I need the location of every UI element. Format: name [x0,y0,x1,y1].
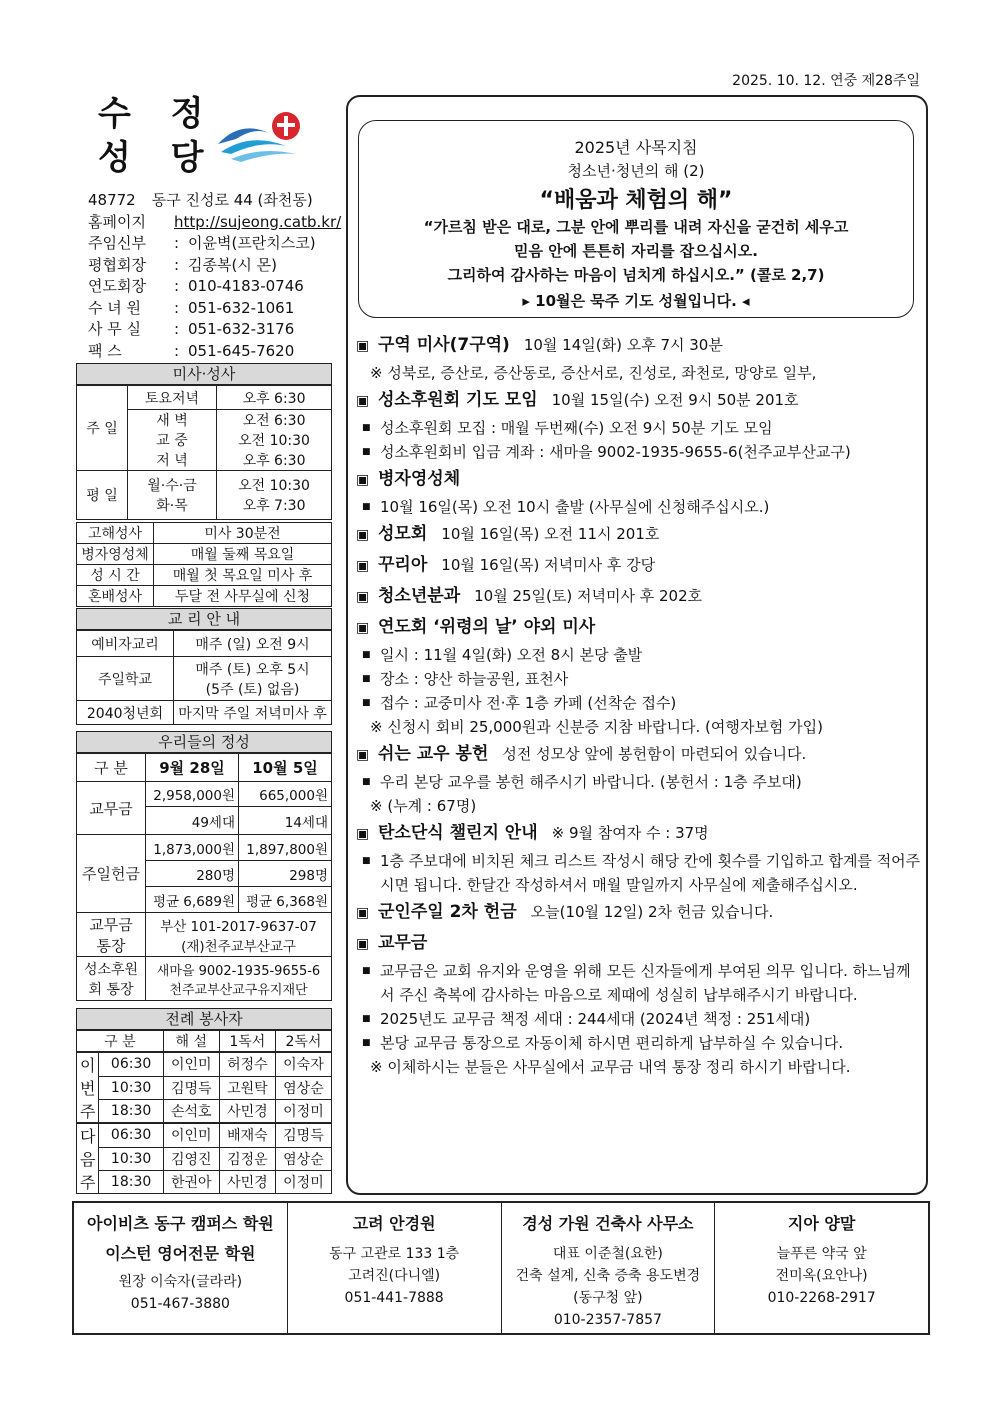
sacrament-value: 매월 첫 목요일 미사 후 [154,565,332,586]
ad-line: 051-467-3880 [130,1296,230,1312]
mass-time: 06:30 [99,1052,163,1076]
bullet-icon: ■ [362,674,371,684]
account-holder: 천주교부산교구유지재단 [169,982,308,998]
offering-cell: 280명 [146,861,239,887]
parish-name-line1: 수 정 [98,94,218,134]
info-value: 051-632-3176 [188,320,295,338]
news-note: ※ 성북로, 증산로, 증산동로, 증산서로, 진성로, 좌천로, 망양로 일부, [370,364,817,382]
server-name: 김영진 [163,1147,219,1170]
server-name: 이인미 [163,1123,219,1147]
bullet-text: 일시 : 11월 4일(화) 오전 8시 본당 출발 [380,646,643,664]
server-name: 이정미 [275,1099,331,1123]
servers-table [76,1030,332,1194]
news-title: 쉬는 교우 봉헌 [378,744,489,764]
mass-time: 18:30 [99,1170,163,1194]
info-label: 48772 [88,191,136,209]
bullet-icon: ■ [362,1014,371,1024]
news-title: 탄소단식 챌린지 안내 [378,823,538,843]
news-bullet [356,770,922,794]
news-item [356,928,922,1079]
info-row [88,255,341,277]
bullet-icon: ■ [362,502,371,512]
sacrament-table [76,522,332,607]
news-title: 성모회 [378,524,428,544]
week-label: 이 [77,1052,99,1076]
offering-cell: 298명 [239,861,332,887]
sacrament-name: 병자영성체 [77,544,154,565]
offering-cell: 49세대 [146,807,239,835]
offering-col-header: 10월 5일 [239,754,332,782]
edu-name: 주일학교 [77,657,174,701]
week-label: 음 [77,1147,99,1170]
offering-header: 우리들의 정성 [76,731,332,753]
parish-logo-icon [216,104,316,164]
news-title: 청소년분과 [378,586,461,606]
mass-time: 06:30 [99,1123,163,1147]
info-row [88,298,341,320]
motto-quote: “가르침 받은 대로, 그분 안에 뿌리를 내려 자신을 굳건히 세우고 [423,218,849,236]
section-square-icon: ▣ [356,589,370,605]
news-bullet [356,691,922,715]
bullet-icon: ■ [362,650,371,660]
server-name: 염상순 [275,1147,331,1170]
servers-col-header: 2독서 [275,1031,331,1053]
offering-cell: 665,000원 [239,782,332,807]
news-title: 연도회 ‘위령의 날’ 야외 미사 [378,617,596,637]
offering-cell: 14세대 [239,807,332,835]
account-number: 부산 101-2017-9637-07 [160,918,317,935]
edu-table [76,630,332,725]
news-bullet [356,959,922,1007]
bullet-text: 2025년도 교무금 책정 세대 : 244세대 (2024년 책정 : 251세대) [380,1010,811,1028]
info-row [88,190,341,212]
info-row [88,212,341,234]
mass-time: 오전 6:30 [217,410,332,431]
ad-line: 건축 설계, 신축 증축 용도변경 [515,1268,701,1284]
ad-title: 경성 가원 건축사 사무소 [522,1214,694,1233]
parish-info [88,190,341,362]
news-item [356,550,922,581]
section-square-icon: ▣ [356,747,370,763]
section-square-icon: ▣ [356,472,370,488]
news-bullet [356,849,922,897]
week-label: 주 [77,1099,99,1123]
info-value: 동구 진성로 44 (좌천동) [151,191,313,209]
edu-value: 매주 (일) 오전 9시 [174,631,332,657]
news-text: 10월 25일(토) 저녁미사 후 202호 [474,587,703,605]
server-name: 사민경 [219,1099,275,1123]
offering-cell: 1,873,000원 [146,835,239,861]
ads-footer [72,1201,930,1335]
servers-col-header: 구 분 [77,1031,164,1053]
news-bullet [356,667,922,691]
bullet-icon: ■ [362,856,371,866]
news-item [356,897,922,928]
ad-line: 늘푸른 약국 앞 [776,1246,867,1262]
ad-block [288,1203,502,1333]
offering-row-label: 교무금 [77,782,146,835]
info-label: 수 녀 원 [88,298,142,317]
motto-quote: 믿음 안에 튼튼히 자리를 잡으십시오. [514,242,758,260]
info-value: 김종복(시 몬) [188,255,277,274]
bullet-text: 성소후원회 모집 : 매월 두번째(수) 오전 9시 50분 기도 모임 [380,419,773,437]
news-title: 교무금 [378,933,428,953]
bullet-text: 10월 16일(목) 오전 10시 출발 (사무실에 신청해주십시오.) [380,498,770,516]
bullet-icon: ■ [362,447,371,457]
bullet-icon: ■ [362,777,371,787]
ad-block [715,1203,928,1333]
offering-cell: 평균 6,689원 [146,887,239,913]
info-colon: : [174,320,180,338]
news-text: 성전 성모상 앞에 봉헌함이 마련되어 있습니다. [502,745,807,763]
ad-line: 전미옥(요안나) [775,1268,868,1284]
sacrament-name: 혼배성사 [77,586,154,607]
mass-time: 18:30 [99,1099,163,1123]
offering-row-label: 주일헌금 [77,835,146,913]
news-item [356,464,922,519]
news-text: ※ 9월 참여자 수 : 37명 [551,824,709,842]
mass-name: 새 벽 [128,410,217,431]
news-item [356,612,922,739]
news-item [356,385,922,464]
news-bullet [356,643,922,667]
edu-value: 마지막 주일 저녁미사 후 [174,701,332,725]
mass-header: 미사·성사 [76,363,332,385]
ad-line: 051-441-7888 [344,1290,444,1306]
ad-block [74,1203,288,1333]
server-name: 고원탁 [219,1076,275,1099]
news-item [356,581,922,612]
offering-col-header: 구 분 [77,754,146,782]
week-label: 번 [77,1076,99,1099]
server-name: 허정수 [219,1052,275,1076]
ad-line: (동구청 앞) [573,1290,643,1306]
motto-subtitle: 청소년·청년의 해 (2) [567,162,705,180]
sacrament-name: 성 시 간 [77,565,154,586]
info-value: 010-4183-0746 [188,277,304,295]
server-name: 이정미 [275,1170,331,1194]
server-name: 배재숙 [219,1123,275,1147]
info-colon: : [174,234,180,252]
ad-line: 010-2268-2917 [767,1290,876,1306]
bullet-text: 성소후원회비 입금 계좌 : 새마을 9002-1935-9655-6(천주교부산교구) [380,443,851,461]
ad-line: 동구 고관로 133 1층 [329,1246,460,1262]
parish-name [98,92,218,180]
news-title: 구역 미사(7구역) [378,335,510,355]
offering-row-label: 성소후원회 통장 [77,957,146,1001]
mass-name: 저 녁 [128,450,217,471]
news-bullet [356,495,922,519]
mass-time: 오전 10:30 [217,471,332,496]
motto-title: “배움과 체험의 해” [539,188,733,213]
news-title: 꾸리아 [378,555,428,575]
edu-name: 2040청년회 [77,701,174,725]
ad-line: 원장 이숙자(글라라) [118,1274,243,1290]
mass-name: 교 중 [128,430,217,450]
section-square-icon: ▣ [356,393,370,409]
edu-value: 매주 (토) 오후 5시 [195,661,310,678]
edu-value-note: (5주 (토) 없음) [205,681,300,698]
servers-header: 전례 봉사자 [76,1008,332,1030]
news-note: ※ 이체하시는 분들은 사무실에서 교무금 내역 통장 정리 하시기 바랍니다. [370,1058,851,1076]
news-item [356,330,922,385]
news-bullet [356,1031,922,1055]
section-square-icon: ▣ [356,527,370,543]
server-name: 손석호 [163,1099,219,1123]
server-name: 김정운 [219,1147,275,1170]
week-label: 주 [77,1170,99,1194]
info-label: 주임신부 [88,234,146,252]
ad-title: 아이비츠 동구 캠퍼스 학원 [87,1214,274,1233]
server-name: 사민경 [219,1170,275,1194]
mass-time: 10:30 [99,1147,163,1170]
info-value: 051-632-1061 [188,298,295,317]
bullet-text: 장소 : 양산 하늘공원, 표천사 [380,670,569,688]
mass-table [76,385,332,520]
offering-table [76,753,332,1001]
section-square-icon: ▣ [356,826,370,842]
offering-cell: 1,897,800원 [239,835,332,861]
server-name: 한권아 [163,1170,219,1194]
week-label: 다 [77,1123,99,1147]
section-square-icon: ▣ [356,620,370,636]
ad-block [502,1203,716,1333]
news-bullet [356,440,922,464]
offering-col-header: 9월 28일 [146,754,239,782]
info-label: 홈페이지 [88,212,146,231]
mass-name: 월·수·금 [128,471,217,496]
news-list [356,330,922,1079]
ad-line: 고려진(다니엘) [348,1268,441,1284]
parish-name-line2: 성 당 [98,138,218,178]
weekday-label: 평 일 [77,471,128,520]
bullet-text: 우리 본당 교우를 봉헌 해주시기 바랍니다. (봉헌서 : 1층 주보대) [380,773,802,791]
ad-title: 고려 안경원 [352,1214,436,1233]
info-label: 사 무 실 [88,320,142,338]
ad-line: 대표 이준철(요한) [552,1246,663,1262]
edu-name: 예비자교리 [77,631,174,657]
info-row [88,276,341,298]
info-label: 팩 스 [88,341,122,360]
sunday-label: 주 일 [77,386,128,471]
mass-time: 오후 6:30 [217,450,332,471]
sacrament-value: 미사 30분전 [154,523,332,544]
mass-time: 오후 6:30 [217,386,332,410]
news-bullet [356,1007,922,1031]
mass-time: 오전 10:30 [217,430,332,450]
offering-cell: 2,958,000원 [146,782,239,807]
bullet-text: 1층 주보대에 비치된 체크 리스트 작성시 해당 칸에 횟수를 기입하고 합계를 적어주시면 됩니다. 한달간 작성하셔서 매월 말일까지 사무실에 제출해주십시오. [380,852,921,894]
info-colon: : [174,277,180,295]
servers-col-header: 해 설 [163,1031,219,1053]
motto-year: 2025년 사목지침 [574,138,698,157]
news-item [356,519,922,550]
offering-row-label: 교무금 통장 [77,913,146,957]
server-name: 이숙자 [275,1052,331,1076]
sacrament-value: 두달 전 사무실에 신청 [154,586,332,607]
server-name: 이인미 [163,1052,219,1076]
news-note: ※ 신청시 회비 25,000원과 신분증 지참 바랍니다. (여행자보험 가입) [370,718,823,736]
servers-col-header: 1독서 [219,1031,275,1053]
info-row [88,341,341,363]
news-title: 성소후원회 기도 모임 [378,390,538,410]
mass-time: 10:30 [99,1076,163,1099]
sacrament-value: 매월 둘째 목요일 [154,544,332,565]
info-row [88,233,341,255]
account-number: 새마을 9002-1935-9655-6 [156,963,321,979]
news-text: 10월 15일(수) 오전 9시 50분 201호 [551,391,799,409]
info-value: 이윤벽(프란치스코) [188,234,316,252]
news-text: 10월 16일(목) 오전 11시 201호 [441,525,660,543]
section-square-icon: ▣ [356,338,370,354]
server-name: 김명득 [275,1123,331,1147]
section-square-icon: ▣ [356,558,370,574]
mass-time: 오후 7:30 [217,495,332,520]
server-name: 염상순 [275,1076,331,1099]
info-label: 평협회장 [88,255,146,274]
bullet-text: 교무금은 교회 유지와 운영을 위해 모든 신자들에게 부여된 의무 입니다. 하느님께서 주신 축복에 감사하는 마음으로 제때에 성실히 납부해주시기 바랍니다. [380,962,911,1004]
pastoral-motto-box [358,120,914,318]
info-value: 051-645-7620 [188,341,295,360]
sacrament-name: 고해성사 [77,523,154,544]
section-square-icon: ▣ [356,936,370,952]
news-title: 병자영성체 [378,469,461,489]
mass-name: 화·목 [128,495,217,520]
homepage-link[interactable]: http://sujeong.catb.kr/ [174,212,342,231]
info-colon: : [174,255,180,274]
bullet-icon: ■ [362,966,371,976]
section-square-icon: ▣ [356,905,370,921]
mass-name: 토요저녁 [128,386,217,410]
news-text: 10월 14일(화) 오후 7시 30분 [523,336,723,354]
motto-quote: 그리하여 감사하는 마음이 넘치게 하십시오.” (콜로 2,7) [447,266,825,284]
ad-line: 이스턴 영어전문 학원 [105,1244,256,1263]
bullet-icon: ■ [362,423,371,433]
info-colon: : [174,298,180,317]
motto-month-note: ▸ 10월은 묵주 기도 성월입니다. ◂ [522,292,750,310]
edu-header: 교 리 안 내 [76,608,332,630]
news-bullet [356,416,922,440]
news-item [356,739,922,818]
bullet-text: 본당 교무금 통장으로 자동이체 하시면 편리하게 납부하실 수 있습니다. [380,1034,844,1052]
bullet-text: 접수 : 교중미사 전·후 1층 카페 (선착순 접수) [380,694,677,712]
info-row [88,319,341,341]
account-holder: (재)천주교부산교구 [181,938,296,955]
news-text: 오늘(10월 12일) 2차 헌금 있습니다. [530,903,774,921]
news-title: 군인주일 2차 헌금 [378,902,517,922]
ad-title: 지아 양말 [787,1214,856,1233]
info-colon: : [174,341,180,360]
news-note: ※ (누계 : 67명) [370,797,477,815]
info-label: 연도회장 [88,277,146,295]
news-item [356,818,922,897]
issue-date: 2025. 10. 12. 연중 제28주일 [732,73,920,89]
ad-line: 010-2357-7857 [553,1312,662,1328]
bullet-icon: ■ [362,1038,371,1048]
offering-cell: 평균 6,368원 [239,887,332,913]
bullet-icon: ■ [362,698,371,708]
news-text: 10월 16일(목) 저녁미사 후 강당 [441,556,656,574]
server-name: 김명득 [163,1076,219,1099]
